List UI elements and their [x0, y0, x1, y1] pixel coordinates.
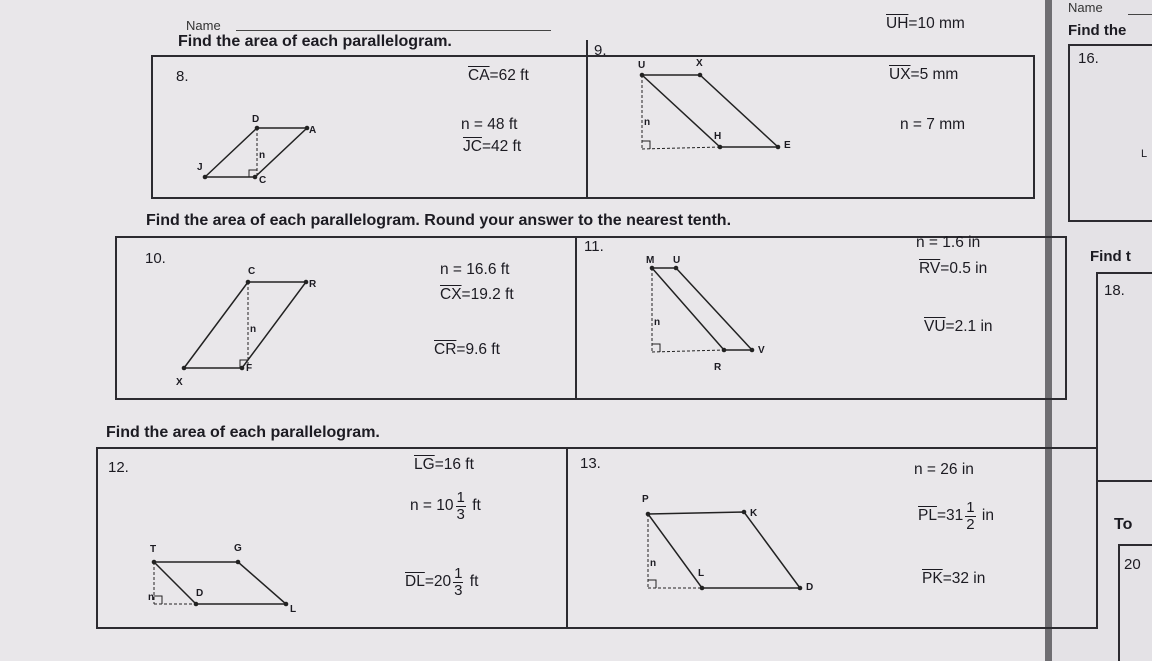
figure-10-parallelogram — [170, 262, 330, 392]
label-c: C — [248, 266, 256, 277]
problem-11-number: 11. — [584, 238, 604, 255]
value-ux: =5 mm — [910, 66, 959, 83]
problem-13-given-pk — [922, 570, 985, 588]
value-pk: =32 in — [942, 570, 986, 587]
value-rv: =0.5 in — [940, 260, 988, 277]
problem-8-given-jc — [463, 138, 521, 156]
label-u: U — [638, 60, 646, 71]
label-m: M — [646, 255, 655, 266]
section2-instruction: Find the area of each parallelogram. Round your answer to the nearest tenth. — [146, 212, 732, 229]
segment-pk: $\overline{PK}$ — [922, 570, 943, 587]
problem-12-given-lg — [414, 456, 474, 474]
figure-9-parallelogram — [630, 55, 810, 160]
section3-instruction: Find the area of each parallelogram. — [106, 424, 380, 441]
label-j: J — [197, 162, 203, 173]
value-jc: =42 ft — [481, 138, 522, 155]
problem-11-height: n = 1.6 in — [916, 234, 981, 251]
dl-unit: ft — [469, 573, 479, 591]
name-line — [236, 30, 551, 31]
problem-10-number: 10. — [145, 250, 166, 267]
figure-16-label-l: L — [1141, 148, 1148, 160]
problem-9-given-uh — [886, 15, 965, 33]
label-r: R — [309, 279, 317, 290]
label-a: A — [309, 125, 317, 136]
value-lg: =16 ft — [434, 456, 474, 473]
next-name-label: Name — [1068, 0, 1103, 15]
problem-18-number: 18. — [1104, 282, 1125, 299]
dl-fraction-den: 3 — [454, 582, 463, 599]
problem-12-given-dl — [405, 566, 478, 598]
label-l: L — [290, 604, 297, 615]
label-l: L — [698, 568, 705, 579]
problem-20-number: 20 — [1124, 556, 1141, 573]
label-c: C — [259, 175, 267, 186]
segment-pl: $\overline{PL}$ — [918, 507, 937, 525]
label-n: n — [650, 558, 657, 569]
problem-10-height: n = 16.6 ft — [440, 261, 510, 278]
problem-16-number: 16. — [1078, 50, 1099, 67]
label-d: D — [196, 588, 204, 599]
problem-9-number: 9. — [594, 42, 607, 59]
label-r: R — [714, 362, 722, 373]
label-h: H — [714, 131, 722, 142]
value-pl-whole: =31 — [936, 507, 964, 525]
label-e: E — [784, 140, 791, 151]
value-vu: =2.1 in — [945, 318, 993, 335]
problem-9-given-ux — [889, 66, 958, 84]
segment-rv: $\overline{RV}$ — [919, 260, 941, 277]
height-fraction-num: 1 — [456, 489, 465, 506]
label-t: T — [150, 544, 157, 555]
label-d: D — [252, 114, 260, 125]
height-whole: n = 10 — [410, 497, 454, 515]
name-label: Name — [186, 18, 221, 33]
pl-unit: in — [981, 507, 994, 525]
figure-11-parallelogram — [640, 250, 790, 380]
figure-8-parallelogram — [195, 112, 325, 187]
pl-fraction-den: 2 — [966, 516, 975, 533]
dl-fraction-num: 1 — [454, 565, 463, 582]
height-fraction-den: 3 — [456, 506, 465, 523]
section1-instruction: Find the area of each parallelogram. — [178, 33, 452, 50]
problem-13-height: n = 26 in — [914, 461, 974, 478]
height-unit: ft — [472, 497, 481, 515]
problem-8-given-ca — [468, 67, 529, 85]
label-g: G — [234, 543, 242, 554]
segment-ca: $\overline{CA}$ — [468, 67, 490, 84]
segment-uh: $\overline{UH}$ — [886, 15, 909, 32]
label-n: n — [148, 592, 155, 603]
segment-vu: $\overline{VU}$ — [924, 318, 946, 335]
label-n: n — [654, 317, 661, 328]
next-name-line — [1128, 14, 1152, 15]
height-fraction — [456, 490, 466, 522]
problem-12-number: 12. — [108, 459, 129, 476]
label-u: U — [673, 255, 681, 266]
next-instruction-2: Find t — [1090, 248, 1131, 265]
problem-10-given-cr — [434, 341, 500, 359]
problem-8-number: 8. — [176, 68, 189, 85]
next-box-16 — [1068, 44, 1152, 222]
section3-divider — [566, 447, 568, 627]
problem-11-given-rv — [919, 260, 987, 278]
figure-13-parallelogram — [636, 490, 836, 600]
label-n: n — [259, 150, 266, 161]
problem-13-number: 13. — [580, 455, 601, 472]
value-cx: =19.2 ft — [461, 286, 514, 303]
label-n: n — [644, 117, 651, 128]
problem-9-height: n = 7 mm — [900, 116, 966, 133]
value-ca: =62 ft — [489, 67, 529, 84]
label-k: K — [750, 508, 758, 519]
value-dl-whole: =20 — [424, 573, 452, 591]
segment-cr: $\overline{CR}$ — [434, 341, 457, 358]
next-section-label: To — [1114, 516, 1133, 533]
segment-ux: $\overline{UX}$ — [889, 66, 911, 83]
problem-11-given-vu — [924, 318, 993, 336]
segment-lg: $\overline{LG}$ — [414, 456, 435, 473]
dl-fraction — [453, 566, 463, 598]
segment-cx: $\overline{CX}$ — [440, 286, 462, 303]
pl-fraction-num: 1 — [966, 499, 975, 516]
label-v: V — [758, 345, 765, 356]
label-p: P — [642, 494, 649, 505]
problem-8-height: n = 48 ft — [461, 116, 518, 133]
label-d: D — [806, 582, 814, 593]
value-uh: =10 mm — [908, 15, 965, 32]
section2-divider — [575, 236, 577, 398]
segment-dl: $\overline{DL}$ — [405, 573, 425, 591]
value-cr: =9.6 ft — [456, 341, 500, 358]
section1-divider — [586, 40, 588, 198]
segment-jc: $\overline{JC}$ — [463, 138, 482, 155]
label-x: X — [696, 58, 703, 69]
label-x: X — [176, 377, 183, 388]
next-box-18 — [1096, 272, 1152, 482]
label-n: n — [250, 324, 257, 335]
label-f: F — [246, 363, 253, 374]
problem-12-height — [410, 490, 481, 522]
problem-10-given-cx — [440, 286, 514, 304]
next-instruction: Find the — [1068, 22, 1127, 39]
figure-12-parallelogram — [140, 538, 310, 618]
problem-13-given-pl — [918, 500, 994, 532]
pl-fraction — [965, 500, 975, 532]
